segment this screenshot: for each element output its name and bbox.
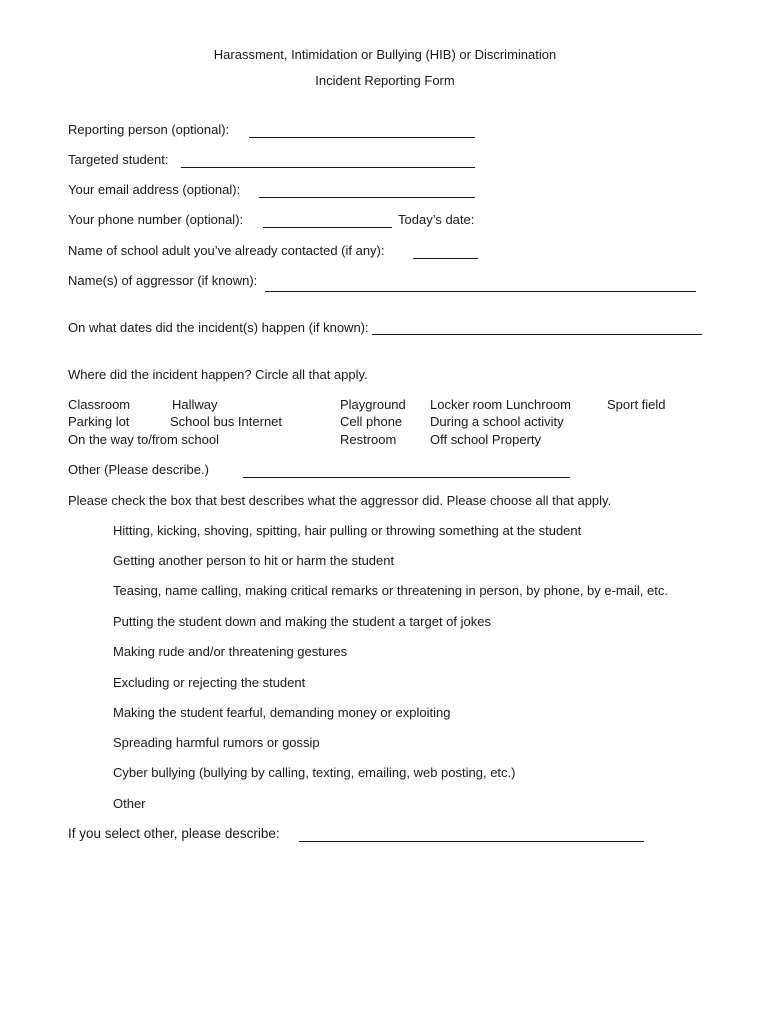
behavior-item[interactable]: Putting the student down and making the student a target of jokes [113,614,491,629]
reporting-person-label: Reporting person (optional): [68,122,230,137]
behavior-item[interactable]: Making rude and/or threatening gestures [113,644,348,659]
behavior-item-other[interactable]: Other [113,796,146,811]
targeted-student-label: Targeted student: [68,152,169,167]
location-cell-phone[interactable]: Cell phone [340,414,403,429]
behavior-item[interactable]: Excluding or rejecting the student [113,675,306,690]
location-restroom[interactable]: Restroom [340,432,397,447]
todays-date-label: Today’s date: [398,212,475,227]
behaviors-prompt: Please check the box that best describes what the aggressor did. Please choose all that apply. [68,493,612,508]
locations-prompt: Where did the incident happen? Circle all that apply. [68,367,368,382]
location-parking-lot[interactable]: Parking lot [68,414,130,429]
school-adult-field[interactable] [413,258,478,259]
location-way-to-from-school[interactable]: On the way to/from school [68,432,220,447]
behavior-item[interactable]: Spreading harmful rumors or gossip [113,735,320,750]
email-field[interactable] [259,197,475,198]
school-adult-label: Name of school adult you’ve already contacted (if any): [68,243,385,258]
phone-label: Your phone number (optional): [68,212,244,227]
dates-label: On what dates did the incident(s) happen (if known): [68,320,369,335]
behavior-item[interactable]: Hitting, kicking, shoving, spitting, hair pulling or throwing something at the student [113,523,582,538]
other-describe-label: If you select other, please describe: [68,826,280,841]
location-classroom[interactable]: Classroom [68,397,131,412]
other-describe-field[interactable] [299,841,644,842]
location-locker-room-lunchroom[interactable]: Locker room Lunchroom [430,397,571,412]
form-subtitle: Incident Reporting Form [315,73,455,88]
location-playground[interactable]: Playground [340,397,406,412]
reporting-person-field[interactable] [249,137,475,138]
aggressor-label: Name(s) of aggressor (if known): [68,273,258,288]
phone-field[interactable] [263,227,392,228]
location-hallway[interactable]: Hallway [172,397,218,412]
location-school-bus-internet[interactable]: School bus Internet [170,414,283,429]
location-school-activity[interactable]: During a school activity [430,414,564,429]
location-sport-field[interactable]: Sport field [607,397,666,412]
behavior-item[interactable]: Getting another person to hit or harm the student [113,553,395,568]
behavior-item[interactable]: Cyber bullying (bullying by calling, texting, emailing, web posting, etc.) [113,765,516,780]
email-label: Your email address (optional): [68,182,241,197]
location-other-label: Other (Please describe.) [68,462,209,477]
location-off-school-property[interactable]: Off school Property [430,432,542,447]
targeted-student-field[interactable] [181,167,475,168]
form-title: Harassment, Intimidation or Bullying (HIB) or Discrimination [213,47,557,62]
behavior-item[interactable]: Making the student fearful, demanding money or exploiting [113,705,451,720]
location-other-field[interactable] [243,477,570,478]
aggressor-field[interactable] [265,291,696,292]
behavior-item[interactable]: Teasing, name calling, making critical remarks or threatening in person, by phone, by e-mail, etc. [113,583,668,598]
dates-field[interactable] [372,334,702,335]
